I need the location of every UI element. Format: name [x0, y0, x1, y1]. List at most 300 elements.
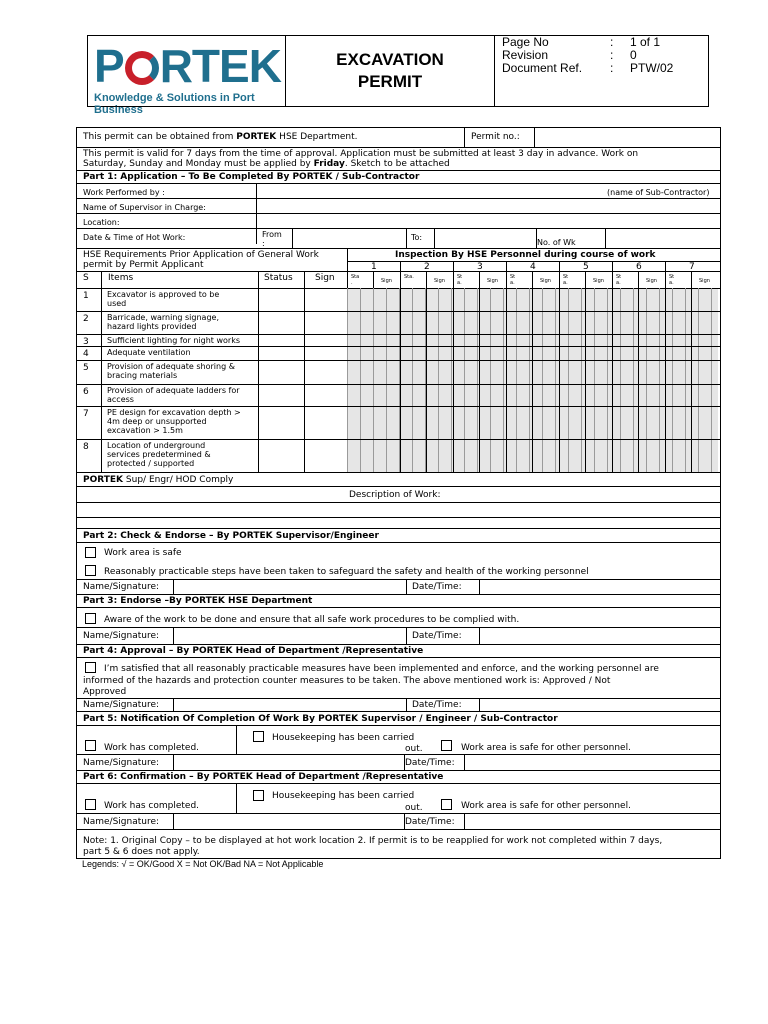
item-sign-field[interactable] — [305, 347, 346, 359]
part6-check-2-label-cont: out. — [405, 803, 423, 813]
inspection-sign-cell[interactable] — [639, 385, 665, 406]
part3-title: Part 3: Endorse –By PORTEK HSE Department — [83, 596, 313, 606]
inspection-status-cell[interactable] — [454, 289, 479, 311]
from-colon: : — [262, 239, 265, 248]
grid-line — [399, 288, 400, 472]
divider — [77, 594, 720, 595]
divider — [77, 170, 720, 171]
divider — [77, 228, 720, 229]
datetime-label: Date & Time of Hot Work: — [83, 233, 186, 242]
inspection-sign-cell[interactable] — [639, 440, 665, 472]
item-text: access — [107, 395, 134, 404]
inspection-status-cell[interactable] — [454, 385, 479, 406]
item-sign-field[interactable] — [305, 385, 346, 405]
grid-line — [373, 288, 374, 472]
grid-line — [646, 288, 647, 472]
sign-subheader: Sign — [699, 278, 710, 284]
part6-check-3-label: Work area is safe for other personnel. — [461, 801, 631, 811]
divider — [77, 248, 720, 249]
divider — [292, 228, 293, 248]
inspection-status-cell[interactable] — [666, 361, 691, 384]
inspection-status-cell[interactable] — [401, 407, 426, 439]
grid-line — [698, 288, 699, 472]
work-performed-field[interactable] — [258, 185, 588, 198]
inspection-status-cell[interactable] — [401, 385, 426, 406]
divider — [173, 627, 174, 644]
divider — [534, 128, 535, 147]
inspection-sign-cell[interactable] — [374, 385, 400, 406]
inspection-sign-cell[interactable] — [427, 312, 453, 334]
grid-line — [490, 288, 491, 472]
inspection-sign-cell[interactable] — [427, 385, 453, 406]
sta-subheader: Sta. — [404, 274, 414, 280]
inspection-sign-cell[interactable] — [639, 407, 665, 439]
part6-check-2-label: Housekeeping has been carried — [272, 791, 415, 801]
divider — [77, 725, 720, 726]
sign-subheader: Sign — [487, 278, 498, 284]
item-sign-field[interactable] — [305, 289, 346, 310]
item-status-field[interactable] — [259, 361, 303, 383]
item-text: Sufficient lighting for night works — [107, 336, 241, 345]
part3-name-label: Name/Signature: — [83, 631, 160, 641]
part3-name-field[interactable] — [175, 628, 404, 643]
part3-check-1-label: Aware of the work to be done and ensure that all safe work procedures to be complied with. — [104, 615, 520, 625]
part5-name-field[interactable] — [175, 755, 402, 769]
inspection-sign-cell[interactable] — [586, 407, 612, 439]
sta-subheader: St a. — [669, 274, 675, 286]
item-number: 5 — [83, 363, 89, 373]
grid-line — [620, 288, 621, 472]
company-logo — [88, 36, 286, 116]
item-number: 2 — [83, 314, 89, 324]
permit-form — [76, 127, 721, 859]
divider — [464, 128, 465, 147]
sta-subheader: St a. — [616, 274, 622, 286]
grid-line — [464, 288, 465, 472]
sta-subheader: Sta . — [351, 274, 360, 286]
item-status-field[interactable] — [259, 347, 303, 359]
inspection-status-cell[interactable] — [454, 361, 479, 384]
grid-line — [516, 288, 517, 472]
no-of-wk-field[interactable] — [607, 230, 718, 246]
item-sign-field[interactable] — [305, 440, 346, 471]
grid-line — [685, 288, 686, 472]
part2-date-label: Date/Time: — [412, 582, 462, 592]
divider — [77, 607, 720, 608]
inspection-status-cell[interactable] — [454, 440, 479, 472]
divider — [77, 472, 720, 473]
inspection-title: Inspection By HSE Personnel during course of work — [395, 250, 656, 260]
meta-sep: : — [610, 48, 614, 62]
inspection-sign-cell[interactable] — [586, 335, 612, 346]
part2-title: Part 2: Check & Endorse – By PORTEK Supervisor/Engineer — [83, 531, 379, 541]
legend: Legends: √ = OK/Good X = Not OK/Bad NA = Not Applicable — [82, 859, 324, 869]
inspection-sign-cell[interactable] — [427, 440, 453, 472]
col-s-header: S — [83, 273, 89, 283]
comply-row: PORTEK Sup/ Engr/ HOD Comply — [83, 475, 234, 485]
meta-sep: : — [610, 61, 614, 75]
part4-line-1: I’m satisfied that all reasonably practicable measures have been implemented and enforce, and the working personnel are — [104, 664, 659, 674]
no-of-wk-label: No. of Wk — [537, 238, 576, 247]
part5-checkbox-3[interactable] — [441, 740, 452, 751]
grid-line — [711, 288, 712, 472]
sign-subheader: Sign — [381, 278, 392, 284]
part4-date-label: Date/Time: — [412, 700, 462, 710]
part5-checkbox-1[interactable] — [85, 740, 96, 751]
item-text: protected / supported — [107, 459, 195, 468]
inspection-sign-cell[interactable] — [692, 312, 718, 334]
inspection-status-cell[interactable] — [666, 407, 691, 439]
inspection-sign-cell[interactable] — [374, 347, 400, 360]
to-label: To: — [411, 233, 423, 242]
inspection-sign-cell[interactable] — [639, 361, 665, 384]
grid-line — [672, 288, 673, 472]
inspection-status-cell[interactable] — [613, 440, 638, 472]
grid-line — [451, 288, 452, 472]
part4-name-field[interactable] — [175, 699, 404, 710]
note-line-1: Note: 1. Original Copy – to be displayed at hot work location 2. If permit is to be reapplied for work not completed within 7 days, — [83, 836, 663, 846]
inspection-status-cell[interactable] — [666, 335, 691, 346]
divider — [406, 228, 407, 248]
inspection-status-cell[interactable] — [666, 347, 691, 360]
part5-check-2-label-cont: out. — [405, 744, 423, 754]
logo-o-mark — [125, 51, 159, 85]
day-header: 1 — [371, 262, 377, 272]
item-text: services predetermined & — [107, 450, 211, 459]
item-text: excavation > 1.5m — [107, 426, 183, 435]
part3-checkbox-1[interactable] — [85, 613, 96, 624]
inspection-sign-cell[interactable] — [692, 440, 718, 472]
item-number: 7 — [83, 409, 89, 419]
part2-name-label: Name/Signature: — [83, 582, 160, 592]
item-text: hazard lights provided — [107, 322, 197, 331]
item-sign-field[interactable] — [305, 335, 346, 345]
part6-name-field[interactable] — [175, 814, 402, 828]
inspection-status-cell[interactable] — [401, 361, 426, 384]
part6-checkbox-1[interactable] — [85, 799, 96, 810]
divider — [236, 783, 237, 813]
meta-sep: : — [610, 35, 614, 49]
col-status-header: Status — [264, 273, 293, 283]
description-label: Description of Work: — [349, 490, 441, 500]
hse-req-line-1: HSE Requirements Prior Application of General Work — [83, 250, 319, 260]
day-header: 7 — [689, 262, 695, 272]
meta-key: Revision — [502, 48, 549, 62]
day-header: 4 — [530, 262, 536, 272]
part4-line-3: Approved — [83, 687, 127, 697]
item-text: bracing materials — [107, 371, 178, 380]
description-field-2[interactable] — [79, 519, 718, 527]
part5-date-label: Date/Time: — [405, 758, 455, 768]
item-status-field[interactable] — [259, 335, 303, 345]
divider — [77, 657, 720, 658]
meta-key: Page No — [502, 35, 549, 49]
inspection-sign-cell[interactable] — [427, 289, 453, 311]
inspection-sign-cell[interactable] — [692, 407, 718, 439]
item-text: PE design for excavation depth > — [107, 408, 241, 417]
divider — [77, 213, 720, 214]
sta-subheader: St a. — [510, 274, 516, 286]
item-status-field[interactable] — [259, 440, 303, 471]
part1-title: Part 1: Application – To Be Completed By PORTEK / Sub-Contractor — [83, 172, 420, 182]
item-text: Adequate ventilation — [107, 348, 191, 357]
divider — [479, 627, 480, 644]
inspection-status-cell[interactable] — [454, 335, 479, 346]
inspection-status-cell[interactable] — [401, 335, 426, 346]
title-line-1: EXCAVATION — [336, 50, 444, 69]
grid-line — [386, 288, 387, 472]
inspection-sign-cell[interactable] — [692, 347, 718, 360]
grid-line — [425, 288, 426, 472]
part2-name-field[interactable] — [175, 580, 404, 593]
col-items-header: Items — [108, 273, 134, 283]
item-text: 4m deep or unsupported — [107, 417, 207, 426]
inspection-sign-cell[interactable] — [586, 361, 612, 384]
inspection-status-cell[interactable] — [613, 347, 638, 360]
item-status-field[interactable] — [259, 385, 303, 405]
inspection-status-cell[interactable] — [401, 440, 426, 472]
divider — [77, 334, 720, 335]
title-line-2: PERMIT — [357, 72, 423, 91]
grid-line — [555, 288, 556, 472]
sign-subheader: Sign — [540, 278, 551, 284]
inspection-sign-cell[interactable] — [374, 440, 400, 472]
sta-subheader: St a. — [457, 274, 463, 286]
inspection-status-cell[interactable] — [613, 407, 638, 439]
divider — [77, 183, 720, 184]
divider — [406, 698, 407, 711]
item-text: Provision of adequate shoring & — [107, 362, 235, 371]
inspection-status-cell[interactable] — [401, 347, 426, 360]
item-number: 8 — [83, 442, 89, 452]
item-sign-field[interactable] — [305, 407, 346, 438]
inspection-sign-cell[interactable] — [427, 407, 453, 439]
inspection-sign-cell[interactable] — [374, 361, 400, 384]
divider — [434, 228, 435, 248]
from-field[interactable] — [294, 230, 404, 246]
inspection-sign-cell[interactable] — [692, 361, 718, 384]
inspection-status-cell[interactable] — [613, 385, 638, 406]
divider — [173, 754, 174, 770]
inspection-sign-cell[interactable] — [374, 312, 400, 334]
item-number: 3 — [83, 337, 89, 347]
part5-date-field[interactable] — [466, 755, 718, 769]
divider — [464, 754, 465, 770]
day-header: 6 — [636, 262, 642, 272]
inspection-sign-cell[interactable] — [639, 347, 665, 360]
note-line-2: part 5 & 6 does not apply. — [83, 847, 200, 857]
part2-check-2-label: Reasonably practicable steps have been taken to safeguard the safety and health of the working personnel — [104, 567, 589, 577]
divider — [77, 644, 720, 645]
grid-line — [360, 288, 361, 472]
divider — [101, 271, 102, 472]
part2-check-1-label: Work area is safe — [104, 548, 182, 558]
inspection-sign-cell[interactable] — [586, 347, 612, 360]
part2-checkbox-1[interactable] — [85, 547, 96, 558]
item-number: 4 — [83, 349, 89, 359]
divider — [77, 829, 720, 830]
logo-wordmark: P RTEK — [94, 40, 281, 92]
supervisor-label: Name of Supervisor in Charge: — [83, 203, 206, 212]
inspection-status-cell[interactable] — [454, 407, 479, 439]
divider — [77, 271, 720, 272]
divider — [77, 384, 720, 385]
grid-line — [568, 288, 569, 472]
item-text: Provision of adequate ladders for — [107, 386, 240, 395]
location-field[interactable] — [258, 215, 718, 228]
grid-line — [633, 288, 634, 472]
divider — [77, 528, 720, 529]
meta-row-docref — [502, 62, 702, 75]
part3-date-label: Date/Time: — [412, 631, 462, 641]
inspection-status-cell[interactable] — [666, 312, 691, 334]
inspection-sign-cell[interactable] — [586, 289, 612, 311]
inspection-status-cell[interactable] — [613, 312, 638, 334]
inspection-status-cell[interactable] — [613, 335, 638, 346]
divider — [406, 627, 407, 644]
part4-title: Part 4: Approval – By PORTEK Head of Department /Representative — [83, 646, 424, 656]
inspection-status-cell[interactable] — [613, 289, 638, 311]
supervisor-field[interactable] — [258, 200, 718, 213]
from-label: From — [262, 230, 282, 239]
logo-tagline: Knowledge & Solutions in Port Business — [94, 92, 255, 116]
divider — [77, 502, 720, 503]
inspection-status-cell[interactable] — [666, 440, 691, 472]
grid-line — [438, 288, 439, 472]
part6-date-field[interactable] — [466, 814, 718, 828]
subcontractor-hint: (name of Sub-Contractor) — [607, 188, 710, 197]
part2-checkbox-2[interactable] — [85, 565, 96, 576]
inspection-sign-cell[interactable] — [427, 361, 453, 384]
item-text: used — [107, 299, 127, 308]
part6-name-label: Name/Signature: — [83, 817, 160, 827]
divider — [77, 486, 720, 487]
sign-subheader: Sign — [434, 278, 445, 284]
part5-name-label: Name/Signature: — [83, 758, 160, 768]
day-header: 3 — [477, 262, 483, 272]
item-number: 6 — [83, 387, 89, 397]
part5-title: Part 5: Notification Of Completion Of Work By PORTEK Supervisor / Engineer / Sub-Contractor — [83, 714, 558, 724]
permit-no-label: Permit no.: — [471, 132, 520, 142]
part3-date-field[interactable] — [481, 628, 718, 643]
part2-date-field[interactable] — [481, 580, 718, 593]
work-performed-label: Work Performed by : — [83, 188, 165, 197]
part4-name-label: Name/Signature: — [83, 700, 160, 710]
item-text: Excavator is approved to be — [107, 290, 220, 299]
part6-date-label: Date/Time: — [405, 817, 455, 827]
item-number: 1 — [83, 291, 89, 301]
inspection-sign-cell[interactable] — [586, 440, 612, 472]
item-status-field[interactable] — [259, 407, 303, 438]
meta-value: 1 of 1 — [630, 35, 661, 49]
grid-line — [659, 288, 660, 472]
divider — [77, 783, 720, 784]
logo-rest: RTEK — [159, 40, 281, 92]
part5-check-3-label: Work area is safe for other personnel. — [461, 743, 631, 753]
divider — [406, 579, 407, 594]
grid-line — [412, 288, 413, 472]
divider — [77, 360, 720, 361]
divider — [77, 711, 720, 712]
divider — [605, 228, 606, 248]
inspection-sign-cell[interactable] — [586, 385, 612, 406]
meta-key: Document Ref. — [502, 61, 583, 75]
col-sign-header: Sign — [315, 273, 335, 283]
divider — [77, 542, 720, 543]
part5-checkbox-2[interactable] — [253, 731, 264, 742]
divider — [77, 439, 720, 440]
part4-checkbox-1[interactable] — [85, 662, 96, 673]
validity-line-2: Saturday, Sunday and Monday must be applied by Friday. Sketch to be attached — [83, 159, 450, 169]
inspection-sign-cell[interactable] — [692, 335, 718, 346]
part6-checkbox-3[interactable] — [441, 799, 452, 810]
inspection-sign-cell[interactable] — [427, 347, 453, 360]
inspection-status-cell[interactable] — [666, 289, 691, 311]
hse-req-line-2: permit by Permit Applicant — [83, 260, 204, 270]
divider — [236, 725, 237, 754]
divider — [77, 147, 720, 148]
inspection-sign-cell[interactable] — [639, 335, 665, 346]
meta-value: PTW/02 — [630, 61, 674, 75]
inspection-status-cell[interactable] — [454, 347, 479, 360]
grid-line — [347, 288, 348, 472]
inspection-sign-cell[interactable] — [692, 385, 718, 406]
grid-line — [594, 288, 595, 472]
divider — [173, 813, 174, 829]
divider — [173, 579, 174, 594]
grid-line — [607, 288, 608, 472]
permit-no-field[interactable] — [536, 129, 719, 146]
inspection-sign-cell[interactable] — [374, 407, 400, 439]
item-sign-field[interactable] — [305, 312, 346, 333]
item-text: Barricade, warning signage, — [107, 313, 219, 322]
divider — [77, 311, 720, 312]
inspection-status-cell[interactable] — [613, 361, 638, 384]
document-meta — [502, 36, 702, 75]
divider — [77, 346, 720, 347]
grid-line — [503, 288, 504, 472]
item-status-field[interactable] — [259, 289, 303, 310]
document-title — [286, 36, 495, 106]
part6-title: Part 6: Confirmation – By PORTEK Head of Department /Representative — [83, 772, 444, 782]
inspection-sign-cell[interactable] — [427, 335, 453, 346]
part4-date-field[interactable] — [481, 699, 718, 710]
inspection-sign-cell[interactable] — [639, 312, 665, 334]
divider — [77, 770, 720, 771]
divider — [464, 813, 465, 829]
location-label: Location: — [83, 218, 120, 227]
inspection-sign-cell[interactable] — [374, 335, 400, 346]
inspection-sign-cell[interactable] — [586, 312, 612, 334]
grid-line — [581, 288, 582, 472]
inspection-sign-cell[interactable] — [639, 289, 665, 311]
divider — [77, 517, 720, 518]
item-sign-field[interactable] — [305, 361, 346, 383]
inspection-status-cell[interactable] — [666, 385, 691, 406]
inspection-sign-cell[interactable] — [692, 289, 718, 311]
inspection-status-cell[interactable] — [401, 289, 426, 311]
inspection-status-cell[interactable] — [454, 312, 479, 334]
description-field-1[interactable] — [79, 504, 718, 516]
inspection-status-cell[interactable] — [401, 312, 426, 334]
inspection-sign-cell[interactable] — [374, 289, 400, 311]
item-status-field[interactable] — [259, 312, 303, 333]
part5-check-2-label: Housekeeping has been carried — [272, 733, 415, 743]
to-field[interactable] — [436, 230, 534, 246]
part4-line-2: informed of the hazards and protection counter measures to be taken. The above mentioned work is: Approved / Not — [83, 676, 611, 686]
day-header: 2 — [424, 262, 430, 272]
part6-checkbox-2[interactable] — [253, 790, 264, 801]
